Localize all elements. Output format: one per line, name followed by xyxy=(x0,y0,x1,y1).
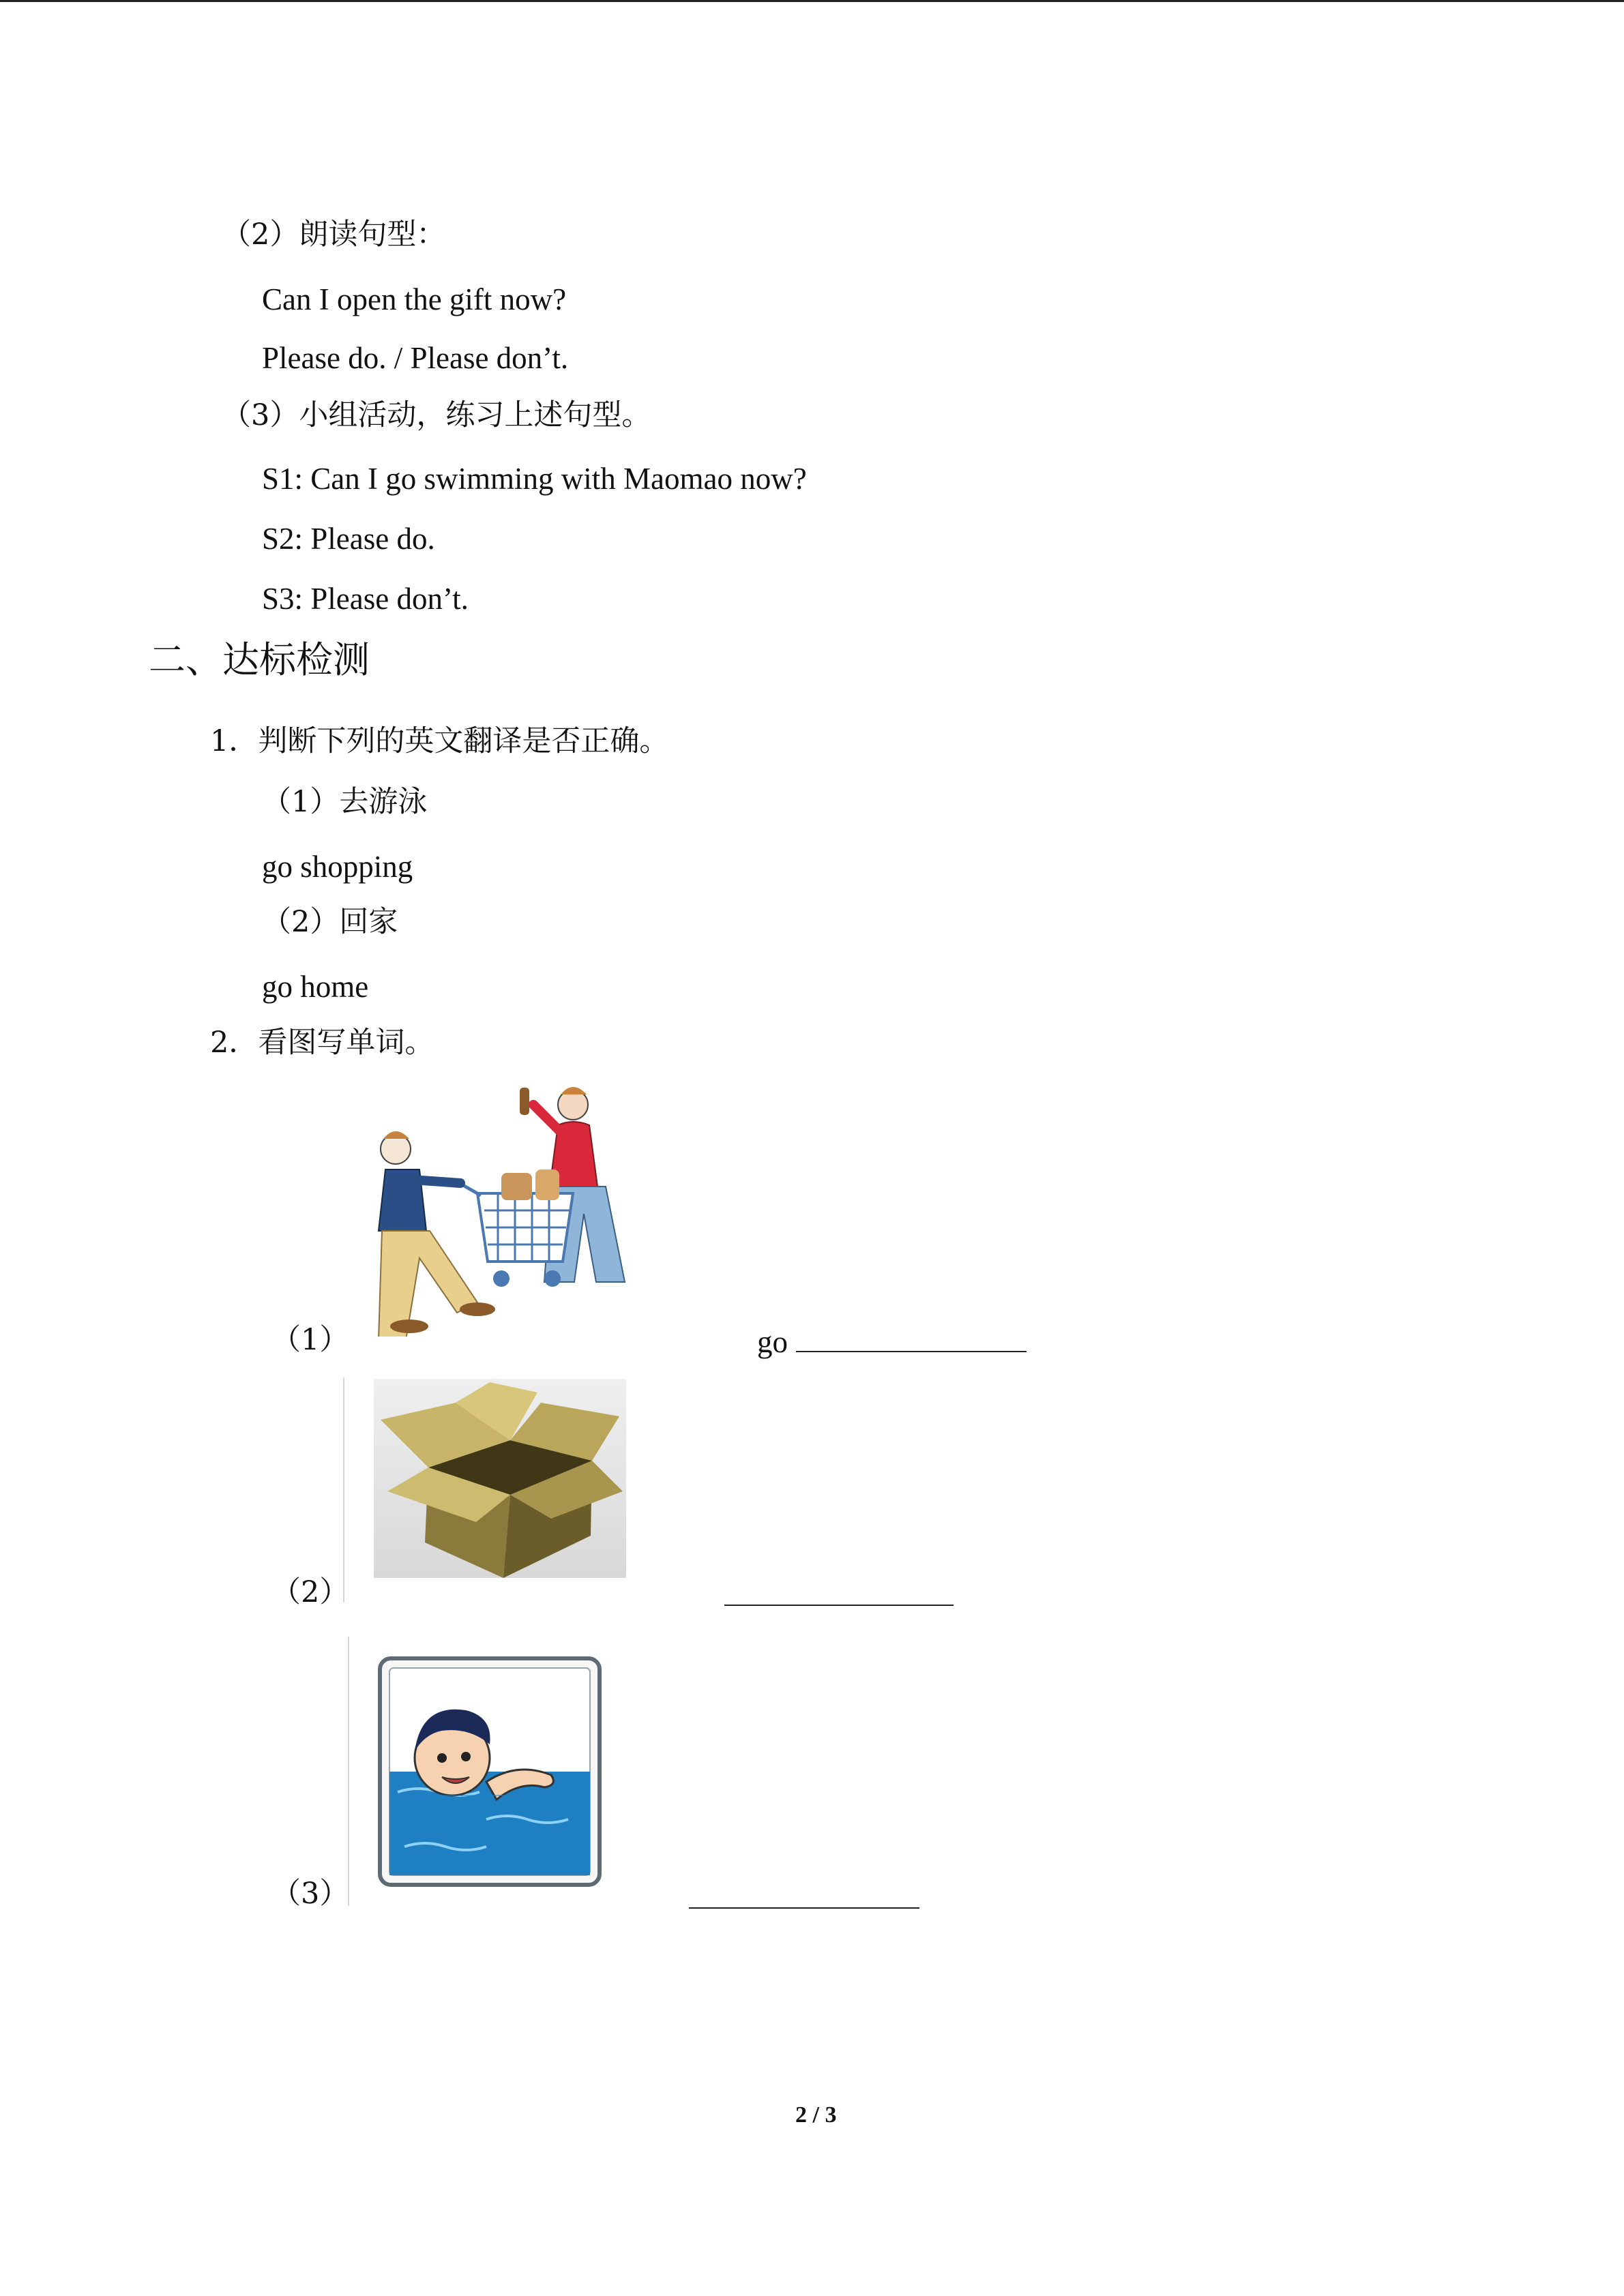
q2-item-3-answer-line[interactable] xyxy=(689,1883,919,1914)
boy-swimming-picture xyxy=(377,1656,602,1888)
item-3-label: （3）小组活动，练习上述句型。 xyxy=(222,398,651,432)
q1-item-2-english: go home xyxy=(262,970,369,1004)
q2-item-2-answer-line[interactable] xyxy=(724,1581,954,1611)
q2-item-1-prefix: go xyxy=(757,1325,788,1359)
page-number: 2 / 3 xyxy=(795,2102,837,2128)
q2-item-1-answer-line[interactable] xyxy=(757,1327,1027,1358)
question-1-label: 1．判断下列的英文翻译是否正确。 xyxy=(210,724,669,758)
section-heading: 二、达标检测 xyxy=(149,638,370,681)
q1-item-1-chinese: （1）去游泳 xyxy=(262,785,428,819)
picture-2-frame-edge xyxy=(343,1377,344,1602)
q1-item-2-chinese: （2）回家 xyxy=(262,905,398,939)
q2-item-3-number: （3） xyxy=(271,1877,349,1911)
sentence-1: Can I open the gift now? xyxy=(262,282,567,316)
question-2-label: 2．看图写单词。 xyxy=(210,1026,434,1060)
shopping-cart-couple-picture xyxy=(368,1074,682,1337)
q2-item-1-number: （1） xyxy=(271,1323,349,1357)
sentence-2: Please do. / Please don’t. xyxy=(262,341,569,375)
q2-item-2-blank[interactable] xyxy=(724,1605,954,1606)
picture-3-frame-edge xyxy=(348,1637,349,1906)
item-2-label: （2）朗读句型： xyxy=(222,218,446,252)
dialogue-line-1: S1: Can I go swimming with Maomao now? xyxy=(262,462,807,496)
open-cardboard-box-picture xyxy=(374,1379,626,1578)
q2-item-2-number: （2） xyxy=(271,1575,349,1609)
page-top-border xyxy=(0,0,1624,2)
dialogue-line-3: S3: Please don’t. xyxy=(262,582,469,616)
dialogue-line-2: S2: Please do. xyxy=(262,522,435,556)
q1-item-1-english: go shopping xyxy=(262,850,413,884)
q2-item-1-blank[interactable] xyxy=(796,1351,1027,1352)
q2-item-3-blank[interactable] xyxy=(689,1907,919,1909)
